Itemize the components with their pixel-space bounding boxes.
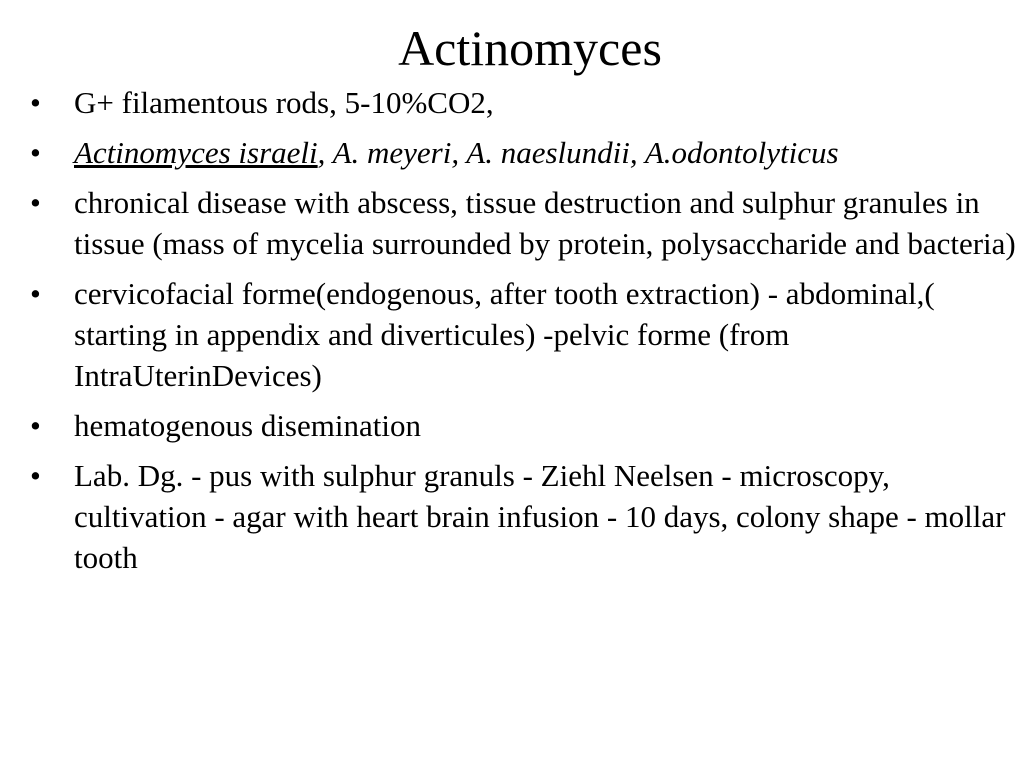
- bullet-dot-icon: •: [30, 185, 41, 220]
- bullet-text: chronical disease with abscess, tissue destruction and sulphur granules in tissue (mass of mycelia surrounded by protein, polysaccharide and bacteria): [74, 185, 1016, 261]
- bullet-item: [30, 182, 1024, 264]
- bullet-item: [30, 455, 1024, 578]
- bullet-text: cervicofacial forme(endogenous, after tooth extraction) - abdominal,( starting in appendix and diverticules) -pelvic forme (from IntraUterinDevices): [74, 276, 935, 393]
- bullet-list: [30, 82, 1024, 587]
- species-name-underlined: Actinomyces israeli: [74, 135, 318, 170]
- bullet-dot-icon: •: [30, 276, 41, 311]
- species-list: , A. meyeri, A. naeslundii, A.odontolyticus: [317, 135, 839, 170]
- bullet-item: [30, 273, 1024, 396]
- slide-title: Actinomyces: [398, 20, 662, 76]
- bullet-item: [30, 82, 1024, 123]
- bullet-dot-icon: •: [30, 135, 41, 170]
- bullet-text: G+ filamentous rods, 5-10%CO2,: [74, 85, 494, 120]
- bullet-text: Lab. Dg. - pus with sulphur granuls - Ziehl Neelsen - microscopy, cultivation - agar with heart brain infusion - 10 days, colony shape - mollar tooth: [74, 458, 1006, 575]
- bullet-dot-icon: •: [30, 85, 41, 120]
- bullet-item: [30, 405, 1024, 446]
- bullet-dot-icon: •: [30, 458, 41, 493]
- bullet-dot-icon: •: [30, 408, 41, 443]
- bullet-text: hematogenous disemination: [74, 408, 421, 443]
- bullet-item: [30, 132, 1024, 173]
